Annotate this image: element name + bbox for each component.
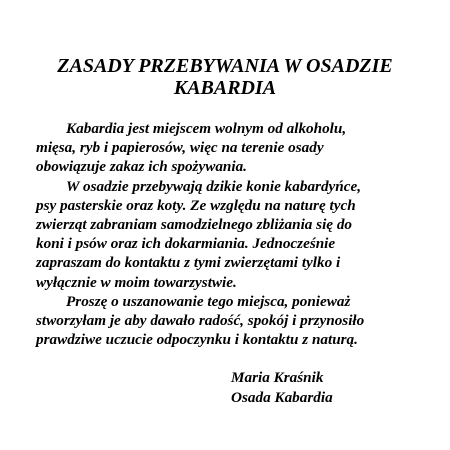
signature-name: Maria Kraśnik [231,369,324,386]
text-line: zapraszam do kontaktu z tymi zwierzętami tylko i [36,254,341,272]
title-line-1: ZASADY PRZEBYWANIA W OSADZIE [57,55,393,77]
rules-text [36,119,426,349]
text-line: psy pasterskie oraz koty. Ze względu na naturę tych [36,196,356,214]
document-title [0,55,450,99]
text-line: mięsa, ryb i papierosów, więc na terenie osady [36,139,324,157]
signature-place: Osada Kabardia [231,389,333,406]
text-line: Kabardia jest miejscem wolnym od alkoholu, [66,120,347,137]
text-line: Proszę o uszanowanie tego miejsca, ponieważ [66,292,351,310]
signature-block [231,368,333,408]
text-line: zwierząt zabraniam samodzielnego zbliżania się do [36,216,353,234]
text-line: stworzyłam je aby dawało radość, spokój i przynosiło [36,312,365,330]
title-line-2: KABARDIA [173,77,277,99]
text-line: prawdziwe uczucie odpoczynku i kontaktu z naturą. [36,331,358,349]
text-line: koni i psów oraz ich dokarmiania. Jednocześnie [36,235,336,253]
text-line: wyłącznie w moim towarzystwie. [36,273,237,291]
text-line: obowiązuje zakaz ich spożywania. [36,158,247,176]
text-line: W osadzie przebywają dzikie konie kabardyńce, [66,177,362,195]
